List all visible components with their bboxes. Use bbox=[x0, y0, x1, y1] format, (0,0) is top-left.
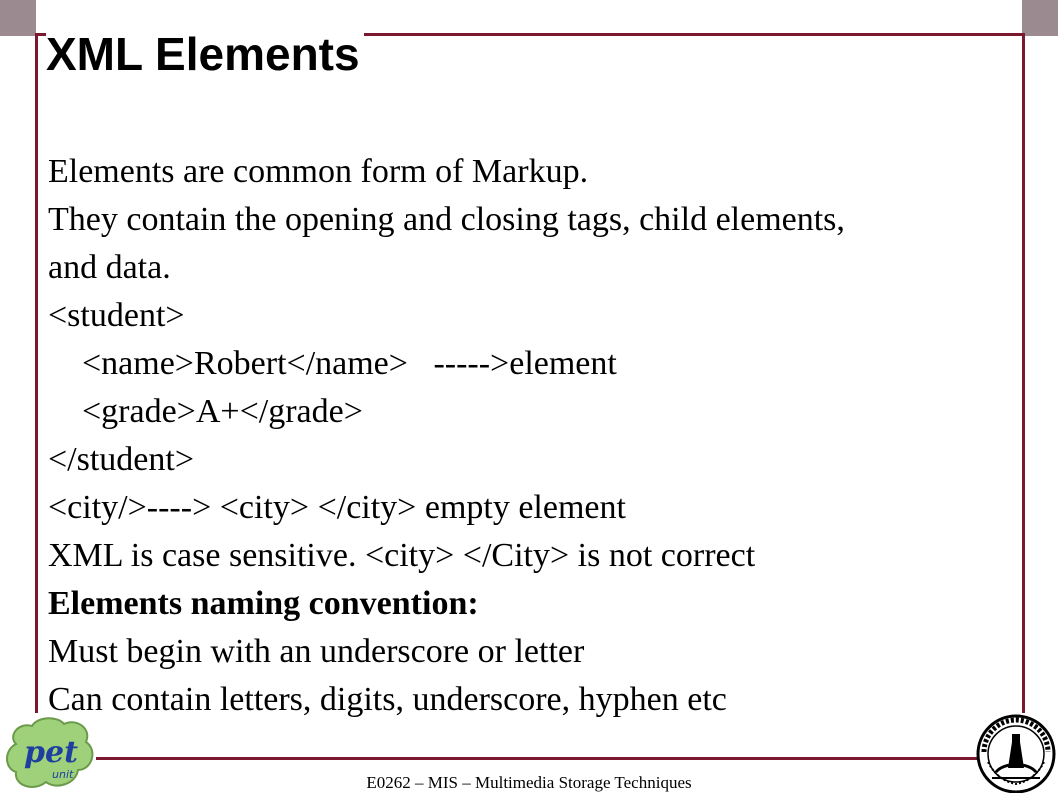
svg-text:pet: pet bbox=[24, 735, 78, 770]
slide-body bbox=[48, 148, 1058, 724]
body-line: Must begin with an underscore or letter bbox=[48, 633, 585, 670]
empty-element-line: <city/>----> <city> </city> empty element bbox=[48, 489, 626, 526]
body-line: Elements are common form of Markup. bbox=[48, 153, 589, 190]
footer-course-label: E0262 – MIS – Multimedia Storage Techniques bbox=[366, 773, 692, 792]
body-line: Can contain letters, digits, underscore, hyphen etc bbox=[48, 681, 727, 718]
code-line-open-student: <student> bbox=[48, 297, 185, 334]
footer-rule bbox=[96, 757, 980, 760]
body-line: and data. bbox=[48, 249, 171, 286]
case-sensitive-line: XML is case sensitive. <city> </City> is not correct bbox=[48, 537, 756, 574]
code-line-grade: <grade>A+</grade> bbox=[82, 393, 363, 430]
slide-title: XML Elements bbox=[46, 26, 364, 82]
code-line-close-student: </student> bbox=[48, 441, 195, 478]
corner-decoration-left bbox=[0, 0, 36, 36]
code-line-name: <name>Robert</name> ----->element bbox=[82, 345, 617, 382]
body-line: They contain the opening and closing tags, child elements, bbox=[48, 201, 845, 238]
svg-text:unit: unit bbox=[52, 768, 74, 781]
naming-convention-heading: Elements naming convention: bbox=[48, 585, 479, 622]
corner-decoration-right bbox=[1022, 0, 1058, 36]
